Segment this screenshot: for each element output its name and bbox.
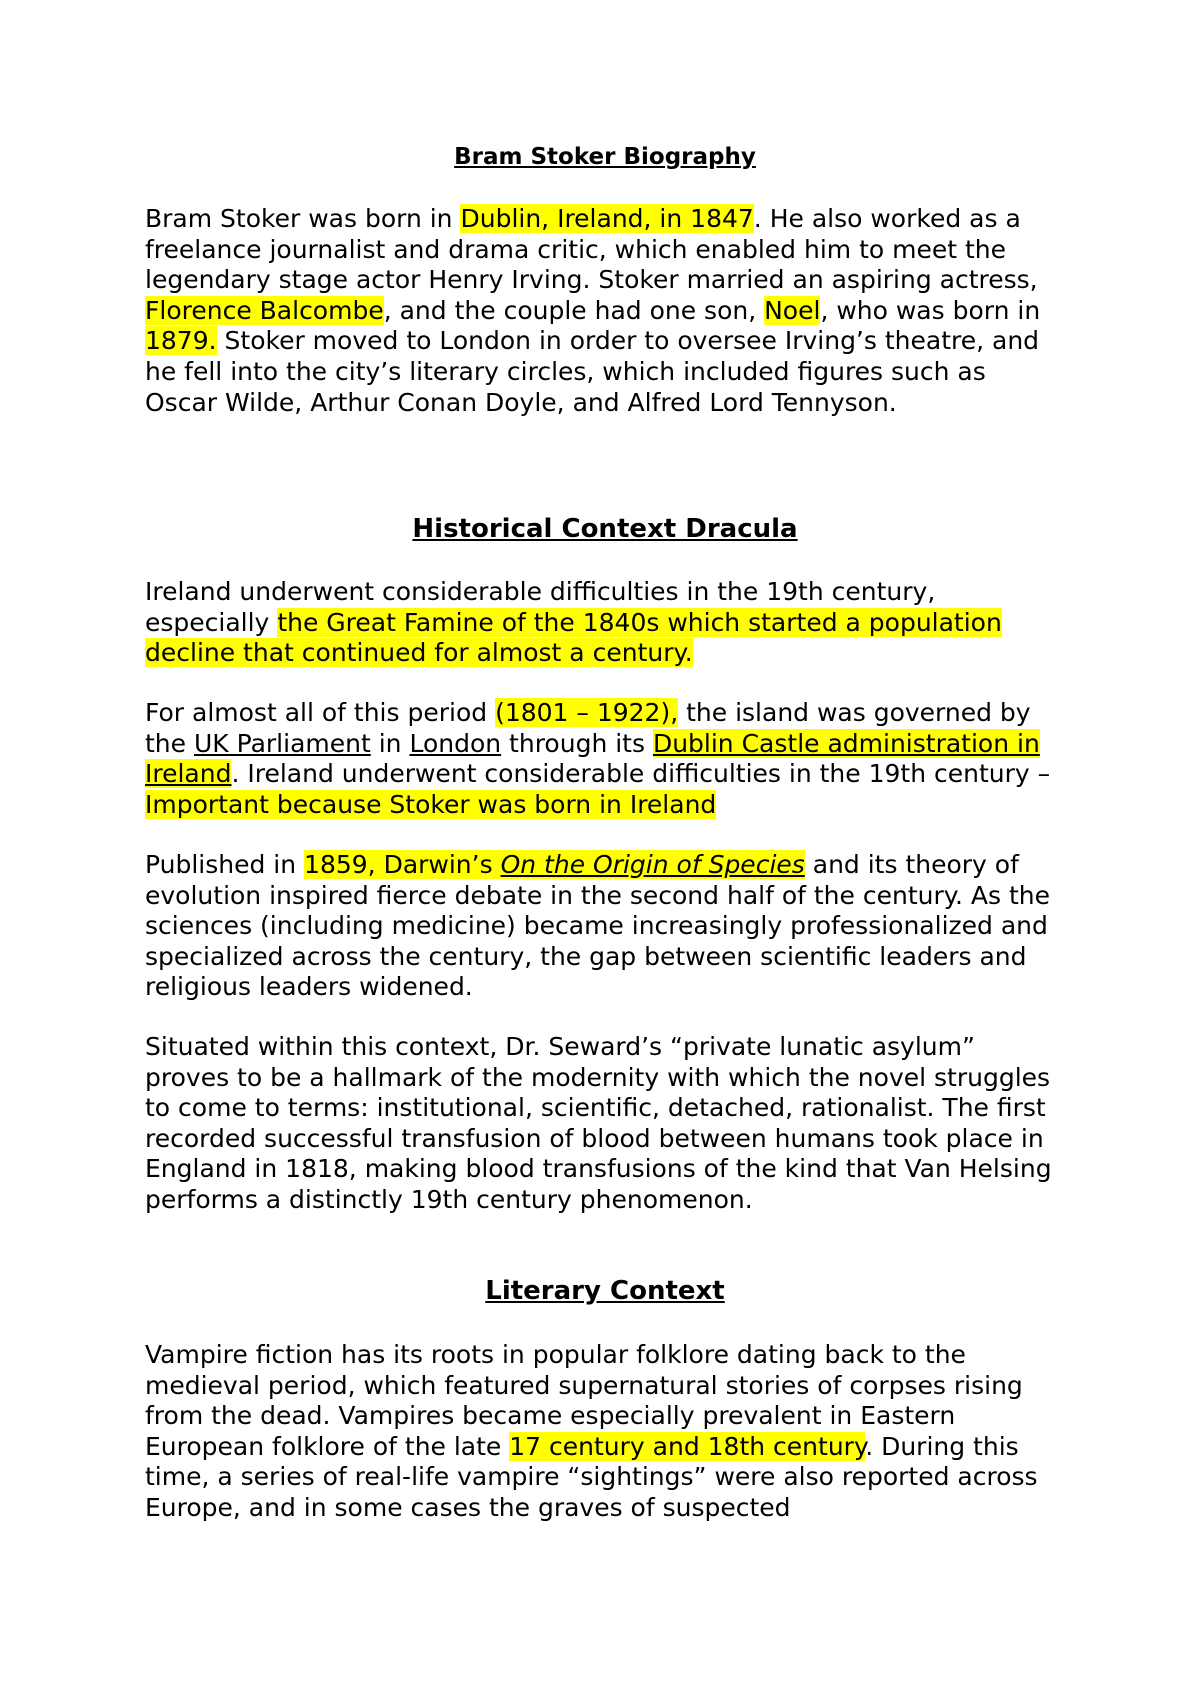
paragraph-biography	[145, 204, 1065, 418]
text-run: Stoker moved to London in order to oversee Irving’s theatre, and he fell into the city’s literary circles, which included figures such as Oscar Wilde, Arthur Conan Doyle, and Alfred Lord Tennyson.	[145, 326, 1040, 417]
highlight-wife: Florence Balcombe	[145, 295, 384, 325]
paragraph-historical-4: Situated within this context, Dr. Seward’s “private lunatic asylum” proves to be a hallmark of the modernity with which the novel struggles to come to terms: institutional, scientific, detached, rationalist. The first recorded successful transfusion of blood between humans took place in England in 1818, making blood transfusions of the kind that Van Helsing performs a distinctly 19th century phenomenon.	[145, 1032, 1052, 1214]
text-run: . During this time, a series of real-life vampire “sightings” were also reported across Europe, and in some cases the graves of suspected	[145, 1431, 1038, 1522]
text-run: , and the couple had one son,	[383, 295, 765, 325]
highlight-darwin: 1859, Darwin’s	[304, 850, 501, 879]
paragraph-historical-1	[145, 577, 1065, 669]
highlight-important: Important because Stoker was born in Ireland	[145, 789, 717, 819]
link-uk-parliament[interactable]: UK Parliament	[193, 728, 371, 758]
highlight-birth: Dublin, Ireland, in 1847	[460, 204, 754, 233]
text-run: . He also worked as a freelance journalist and drama critic, which enabled him to meet the legendary stage actor Henry Irving. Stoker married an aspiring actress,	[145, 204, 1038, 295]
text-run: in	[370, 728, 410, 758]
highlight-famine: the Great Famine of the 1840s which started a population decline that continued for almost a century.	[145, 607, 1002, 668]
paragraph-historical-2	[145, 698, 1065, 820]
paragraph-literary-1	[145, 1340, 1065, 1524]
text-run: . Ireland underwent considerable difficulties in the 19th century –	[231, 759, 1051, 789]
heading-historical: Historical Context Dracula	[412, 514, 798, 544]
highlight-son: Noel	[764, 295, 821, 325]
link-origin-of-species[interactable]: On the Origin of Species	[500, 850, 805, 879]
highlight-centuries: 17 century and 18th century	[509, 1431, 866, 1461]
text-run: Bram Stoker was born in	[145, 204, 461, 233]
heading-biography: Bram Stoker Biography	[454, 144, 756, 170]
highlight-son-year: 1879.	[145, 326, 217, 356]
heading-literary: Literary Context	[485, 1276, 725, 1306]
text-run: Vampire fiction has its roots in popular folklore dating back to the medieval period, which featured supernatural stories of corpses rising from the dead. Vampires became especially prevalent in Eastern European folklore of the late	[145, 1340, 1023, 1461]
text-run: , who was born in	[820, 295, 1041, 325]
text-run: the island was governed by the	[145, 698, 1031, 758]
highlight-period: (1801 – 1922),	[495, 698, 679, 727]
text-run: through its	[501, 728, 653, 758]
text-run: For almost all of this period	[145, 698, 496, 727]
link-dublin-castle[interactable]: Dublin Castle administration in Ireland	[145, 728, 1040, 789]
text-run: Ireland underwent considerable difficulties in the 19th century, especially	[145, 577, 936, 637]
text-run: Published in	[145, 850, 305, 879]
paragraph-historical-3	[145, 850, 1065, 1003]
link-london[interactable]: London	[409, 728, 502, 758]
text-run: and its theory of evolution inspired fierce debate in the second half of the century. As the sciences (including medicine) became increasingly professionalized and specialized across the century, the gap between scientific leaders and religious leaders widened.	[145, 850, 1050, 1002]
